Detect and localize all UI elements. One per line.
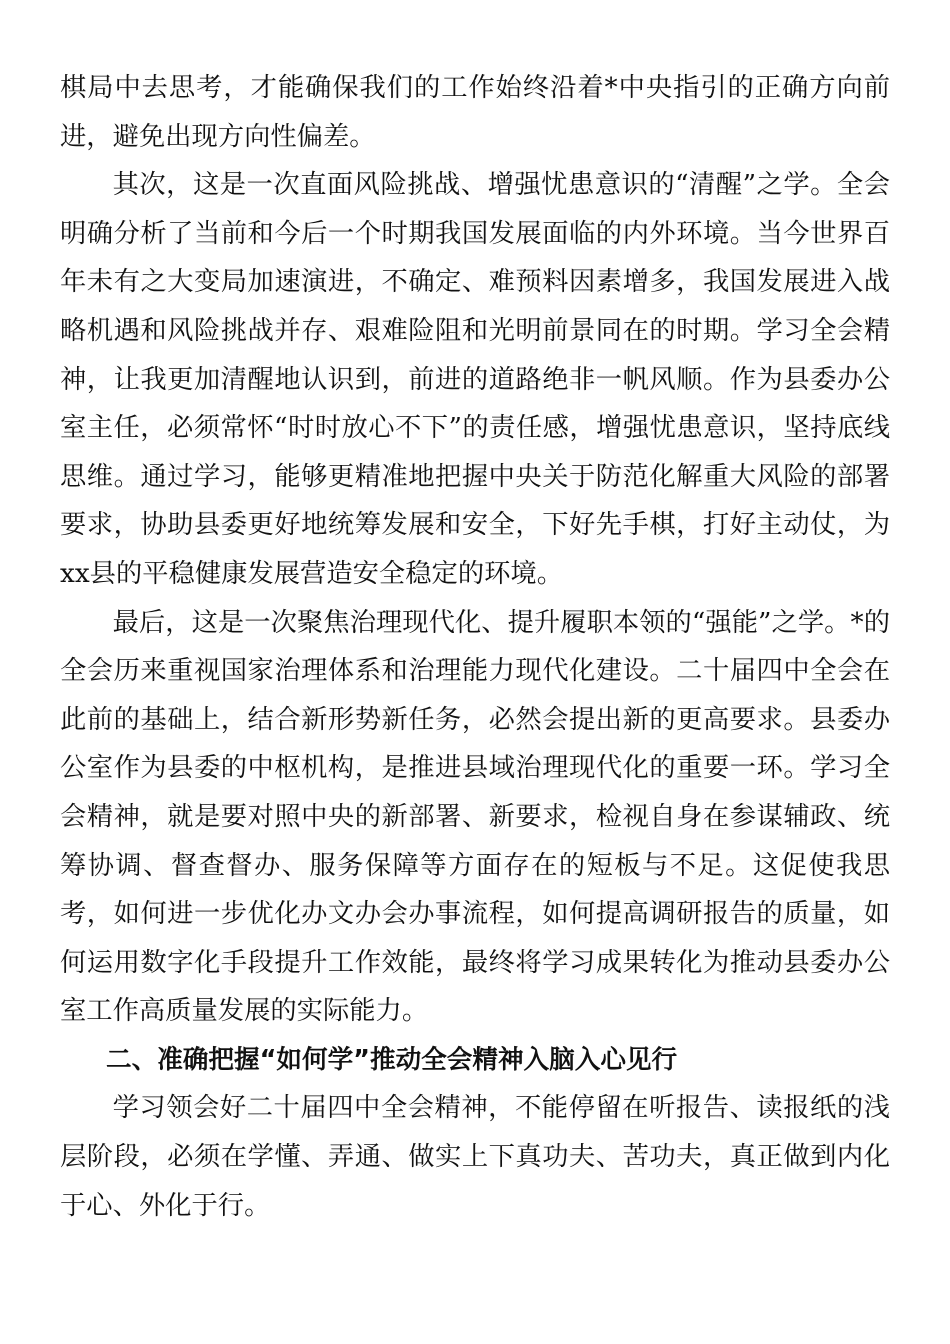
paragraph-finally: 最后，这是一次聚焦治理现代化、提升履职本领的“强能”之学。*的全会历来重视国家治理体系和治理能力现代化建设。二十届四中全会在此前的基础上，结合新形势新任务，必然会提出新的更高要求。县委办公室作为县委的中枢机构，是推进县域治理现代化的重要一环。学习全会精神，就是要对照中央的新部署、新要求，检视自身在参谋辅政、统筹协调、督查督办、服务保障等方面存在的短板与不足。这促使我思考，如何进一步优化办文办会办事流程，如何提高调研报告的质量，如何运用数字化手段提升工作效能，最终将学习成果转化为推动县委办公室工作高质量发展的实际能力。 [60,607,890,1027]
paragraph-second: 其次，这是一次直面风险挑战、增强忧患意识的“清醒”之学。全会明确分析了当前和今后一个时期我国发展面临的内外环境。当今世界百年未有之大变局加速演进，不确定、难预料因素增多，我国发展进入战略机遇和风险挑战并存、艰难险阻和光明前景同在的时期。学习全会精神，让我更加清醒地认识到，前进的道路绝非一帆风顺。作为县委办公室主任，必须常怀“时时放心不下”的责任感，增强忧患意识，坚持底线思维。通过学习，能够更精准地把握中央关于防范化解重大风险的部署要求，协助县委更好地统筹发展和安全，下好先手棋，打好主动仗，为xx县的平稳健康发展营造安全稳定的环境。 [60,170,890,589]
section-heading: 二、准确把握“如何学”推动全会精神入脑入心见行 [106,1044,678,1075]
document-body [60,64,890,1230]
paragraph-continuation: 棋局中去思考，才能确保我们的工作始终沿着*中央指引的正确方向前进，避免出现方向性偏差。 [60,73,890,152]
paragraph-section-intro: 学习领会好二十届四中全会精神，不能停留在听报告、读报纸的浅层阶段，必须在学懂、弄通、做实上下真功夫、苦功夫，真正做到内化于心、外化于行。 [60,1093,890,1221]
